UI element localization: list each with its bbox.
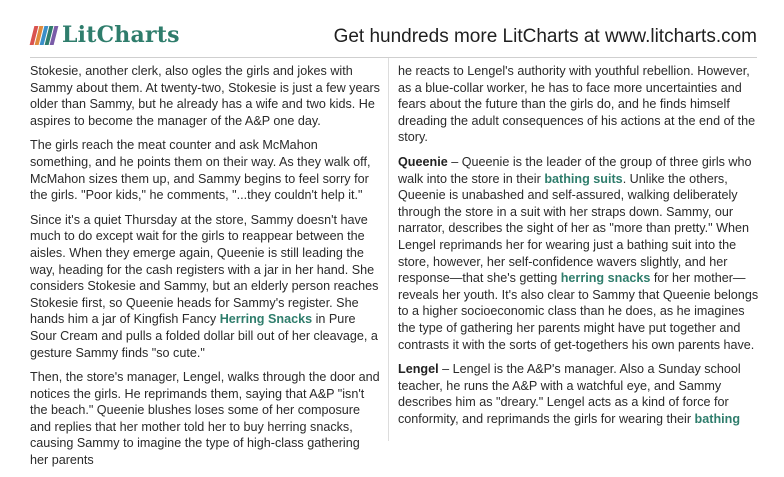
herring-snacks-link[interactable]: herring snacks: [560, 271, 651, 286]
paragraph-stokesie: Stokesie, another clerk, also ogles the girls and jokes with Sammy about them. At twenty-two, Stokesie is just a few years older than Sammy, but he already has a wife and two kids. He aspires to become the manager of the A&P one day.: [30, 64, 380, 128]
character-name-lengel: Lengel: [398, 362, 439, 377]
text-segment: in Pure Sour Cream and pulls a folded dollar bill out of her cleavage, a gesture Sammy finds "so cute.": [30, 312, 378, 360]
litcharts-logo[interactable]: [30, 22, 180, 48]
left-column: [30, 63, 380, 477]
bathing-suits-link[interactable]: bathing: [694, 411, 741, 426]
text-segment: – Queenie is the leader of the group of three girls who walk into the store in their: [398, 154, 752, 186]
right-column: [398, 63, 760, 435]
bathing-suits-link[interactable]: bathing suits: [544, 171, 623, 186]
paragraph-sammy-rebellion: he reacts to Lengel's authority with youthful rebellion. However, as a blue-collar worker, he has to face more uncertainties and fears about the future than the girls do, and he finds himself dreading the adult consequences of his actions at the end of the story.: [398, 64, 756, 145]
character-entry-lengel: [398, 361, 760, 427]
page-header: [0, 0, 784, 56]
book-spines-icon: [30, 25, 58, 45]
logo-text: LitCharts: [62, 22, 180, 48]
text-segment: . Unlike the others, Queenie is unabashed and self-assured, walking deliberately through the store in a suit with her straps down. Sammy, our narrator, describes the sight of her as "more than pretty." When Lengel reprimands her for wearing just a bathing suit into the store, however, her self-confidence wavers slightly, and her response—that she's getting: [398, 171, 750, 286]
text-segment: – Lengel is the A&P's manager. Also a Sunday school teacher, he runs the A&P with a watchful eye, and Sammy describes him as "dreary." Lengel acts as a kind of force for conformity, and reprimands the girls for wearing their: [398, 362, 741, 426]
paragraph-lengel-arrives: Then, the store's manager, Lengel, walks through the door and notices the girls. He reprimands them, saying that A&P "isn't the beach." Queenie blushes loses some of her composure and replies that her mother told her to buy herring snacks, causing Sammy to imagine the type of high-class gathering her parents: [30, 370, 380, 468]
character-entry-queenie: [398, 154, 760, 353]
header-tagline: Get hundreds more LitCharts at www.litcharts.com: [333, 26, 757, 47]
herring-snacks-link[interactable]: Herring Snacks: [219, 312, 313, 327]
text-segment: Since it's a quiet Thursday at the store, Sammy doesn't have much to do except wait for the girls to reappear between the aisles. When they emerge again, Queenie is still leading the way, heading for the cash registers with a jar in her hand. She considers Stokesie and Sammy, but an elderly person reaches Stokesie first, so Queenie heads for Sammy's register. She hands him a jar of Kingfish Fancy: [30, 212, 379, 327]
text-segment: for her mother—reveals her youth. It's also clear to Sammy that Queenie belongs to a higher socioeconomic class than he does, as he imagines the type of gathering her parents might have put together and contrasts it with the sorts of get-togethers his own parents have.: [398, 271, 759, 352]
column-divider: [388, 58, 389, 441]
paragraph-quiet-thursday: [30, 212, 380, 361]
paragraph-meat-counter: The girls reach the meat counter and ask McMahon something, and he points them on their way. As they walk off, McMahon sizes them up, and Sammy begins to feel sorry for the girls. "Poor kids," he comments, "...they couldn't help it.": [30, 138, 371, 203]
header-rule: [30, 57, 757, 58]
character-name-queenie: Queenie: [398, 154, 448, 169]
